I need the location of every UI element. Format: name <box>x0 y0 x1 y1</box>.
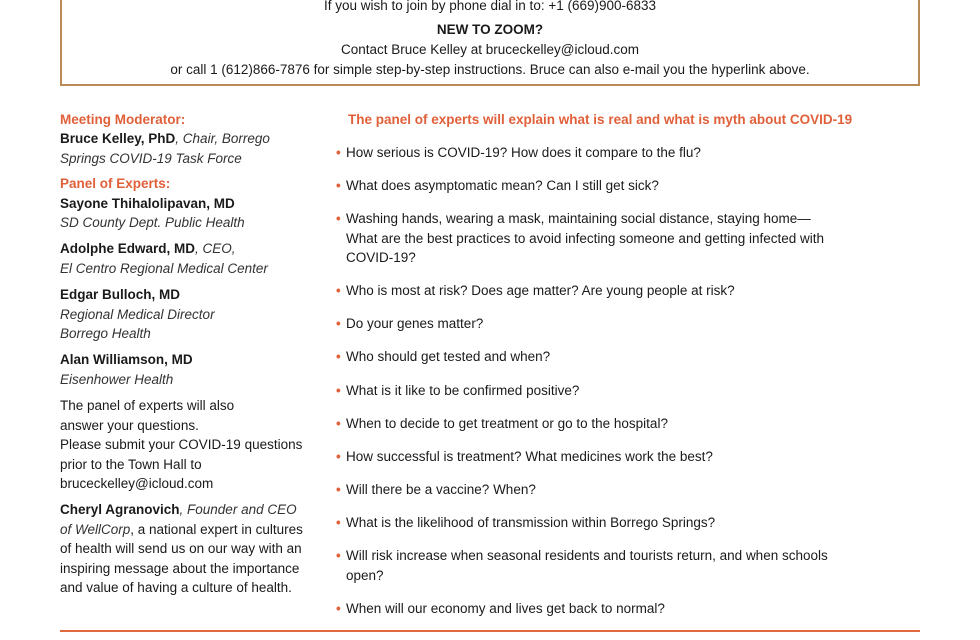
moderator-label: Meeting Moderator: <box>60 112 186 127</box>
phone-dial-in-line: If you wish to join by phone dial in to: +1 (669)900-6833 <box>323 0 657 13</box>
topics-list <box>336 143 926 618</box>
expert-name: Adolphe Edward, MD <box>60 241 195 257</box>
list-item: • Washing hands, wearing a mask, maintaining social distance, staying home—What are the best practices to avoid infecting someone and getting infected with COVID-19? <box>336 209 926 268</box>
expert-affiliation: Regional Medical Director Borrego Health <box>60 306 215 342</box>
expert-affiliation: SD County Dept. Public Health <box>60 215 245 231</box>
moderator-entry <box>60 129 315 168</box>
topics-heading: The panel of experts will explain what is real and what is myth about COVID-19 <box>348 112 853 127</box>
expert-entry <box>60 350 315 389</box>
list-item: • What does asymptomatic mean? Can I still get sick? <box>336 176 926 196</box>
moderator-name: Bruce Kelley, PhD <box>60 131 176 147</box>
contact-line: Contact Bruce Kelley at bruceckelley@icloud.com <box>340 42 640 57</box>
questions-note-2: Please submit your COVID-19 questions prior to the Town Hall to bruceckelley@icloud.com <box>60 437 303 491</box>
bullet-icon: • <box>336 316 341 332</box>
left-column <box>60 110 315 597</box>
list-item: • How serious is COVID-19? How does it compare to the flu? <box>336 143 926 163</box>
cheryl-title: , Founder and CEO of WellCorp <box>60 502 297 537</box>
expert-title: , CEO, <box>195 241 236 257</box>
bullet-icon: • <box>336 145 341 160</box>
cheryl-name: Cheryl Agranovich <box>60 502 180 518</box>
bullet-icon: • <box>336 481 341 497</box>
bullet-icon: • <box>336 600 341 616</box>
expert-entry <box>60 285 315 343</box>
zoom-info-box <box>60 0 920 86</box>
topics-column <box>336 110 926 632</box>
expert-name: Sayone Thihalolipavan, MD <box>60 195 235 211</box>
list-item: • How successful is treatment? What medicines work the best? <box>336 447 926 467</box>
bullet-icon: • <box>336 448 341 464</box>
expert-entry <box>60 239 315 278</box>
cheryl-text: , a national expert in cultures of health will send us on our way with an inspiring message about the importance and value of having a culture of health. <box>60 521 303 595</box>
bullet-icon: • <box>336 514 341 530</box>
cheryl-paragraph <box>60 500 310 597</box>
moderator-role: , Chair, Borrego Springs COVID-19 Task Force <box>60 131 270 166</box>
panel-label: Panel of Experts: <box>60 176 171 192</box>
bullet-icon: • <box>336 283 341 299</box>
call-instructions-line: or call 1 (612)866-7876 for simple step-by-step instructions. Bruce can also e-mail you the hyperlink above. <box>170 62 810 77</box>
list-item: • What is the likelihood of transmission within Borrego Springs? <box>336 513 926 533</box>
list-item: • Will there be a vaccine? When? <box>336 480 926 500</box>
list-item: • Do your genes matter? <box>336 314 926 334</box>
list-item: • Who should get tested and when? <box>336 347 926 367</box>
new-to-zoom-heading: NEW TO ZOOM? <box>436 22 544 37</box>
list-item: • When will our economy and lives get back to normal? <box>336 599 926 619</box>
list-item: • When to decide to get treatment or go to the hospital? <box>336 414 926 434</box>
bullet-icon: • <box>336 415 341 431</box>
bullet-icon: • <box>336 548 341 564</box>
list-item: • What is it like to be confirmed positive? <box>336 381 926 401</box>
expert-affiliation: Eisenhower Health <box>60 371 174 387</box>
bottom-divider <box>60 630 920 632</box>
bullet-icon: • <box>336 349 341 365</box>
list-item: • Who is most at risk? Does age matter? Are young people at risk? <box>336 281 926 301</box>
questions-note-1: The panel of experts will also answer your questions. <box>60 398 235 433</box>
list-item: • Will risk increase when seasonal residents and tourists return, and when schools open? <box>336 546 926 585</box>
bullet-icon: • <box>336 211 341 227</box>
bullet-icon: • <box>336 178 341 194</box>
expert-name: Alan Williamson, MD <box>60 352 193 368</box>
expert-affiliation: El Centro Regional Medical Center <box>60 260 268 276</box>
bullet-icon: • <box>336 382 341 398</box>
expert-name: Edgar Bulloch, MD <box>60 287 181 303</box>
expert-entry <box>60 194 315 233</box>
